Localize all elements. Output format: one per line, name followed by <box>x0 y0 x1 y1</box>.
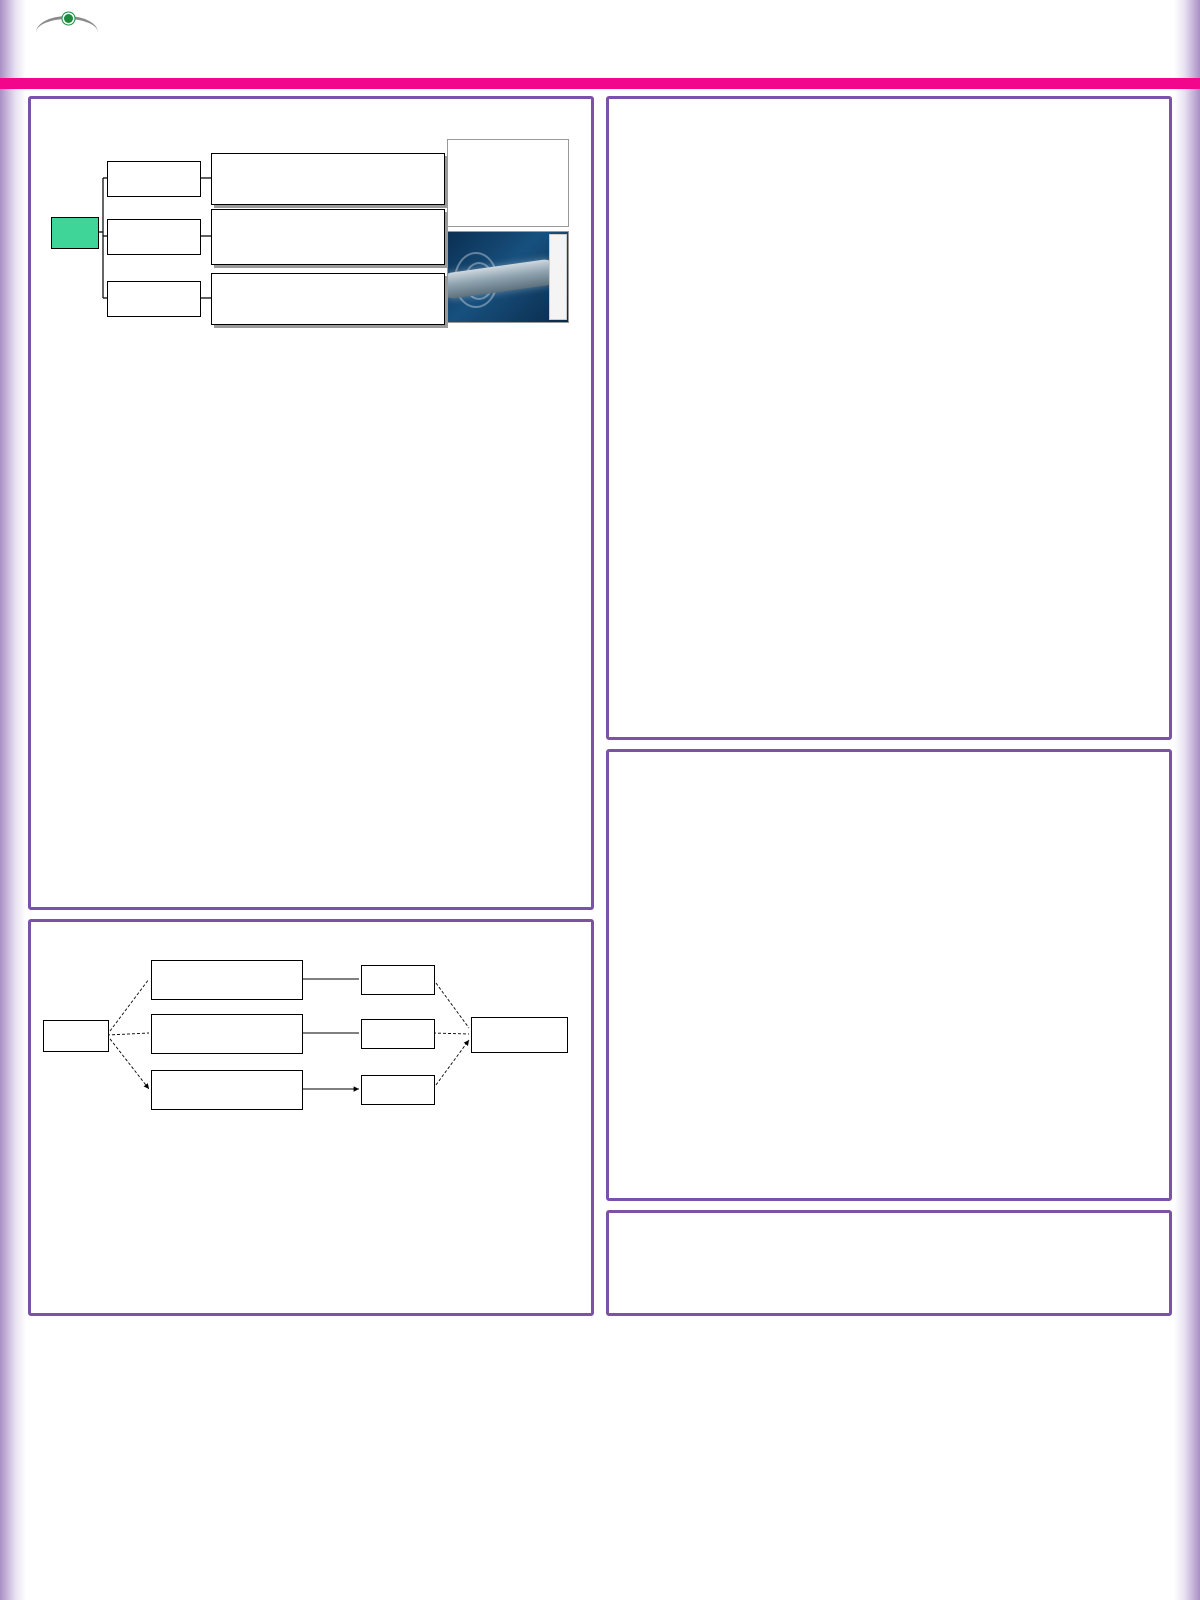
right-column <box>606 96 1172 1316</box>
diagram-tree-1 <box>361 965 435 995</box>
section-heading-prediction <box>619 760 1159 783</box>
flow-root-node <box>51 217 99 249</box>
flow-branch-label <box>107 281 201 317</box>
flow-branch-detail <box>211 153 445 205</box>
flow-branch-detail <box>211 273 445 325</box>
rop-factors-flowchart <box>41 133 570 323</box>
header <box>34 12 1166 70</box>
diagram-tree-t <box>361 1075 435 1105</box>
diagram-tree-2 <box>361 1019 435 1049</box>
drilling-tool-image <box>447 231 569 323</box>
flow-branch-detail <box>211 209 445 265</box>
logo-sun-icon <box>64 14 73 23</box>
well-log-image <box>447 139 569 227</box>
diagram-subset-t <box>151 1070 303 1110</box>
section-heading-rop <box>41 107 581 130</box>
left-column <box>28 96 594 1316</box>
diagram-strong-learner <box>471 1017 568 1053</box>
box-ml-method <box>28 919 594 1316</box>
box-prediction-results <box>606 749 1172 1201</box>
diagram-subset-1 <box>151 960 303 1000</box>
section-heading-data-analysis <box>41 327 581 350</box>
divider-bar <box>0 78 1200 89</box>
flow-branch-label <box>107 219 201 255</box>
depth-bar-chart <box>41 352 581 582</box>
box-rop-and-data <box>28 96 594 910</box>
diagram-subset-2 <box>151 1014 303 1054</box>
box-conclusion <box>606 1210 1172 1316</box>
section-heading-conclusion <box>619 1221 1159 1244</box>
box-feature-selection <box>606 96 1172 740</box>
diagram-sample-set <box>43 1020 109 1052</box>
random-forest-diagram <box>41 958 570 1110</box>
lab-logo <box>34 14 104 68</box>
section-heading-feature <box>619 107 1159 130</box>
section-heading-ml <box>41 930 581 953</box>
flow-branch-label <box>107 161 201 197</box>
